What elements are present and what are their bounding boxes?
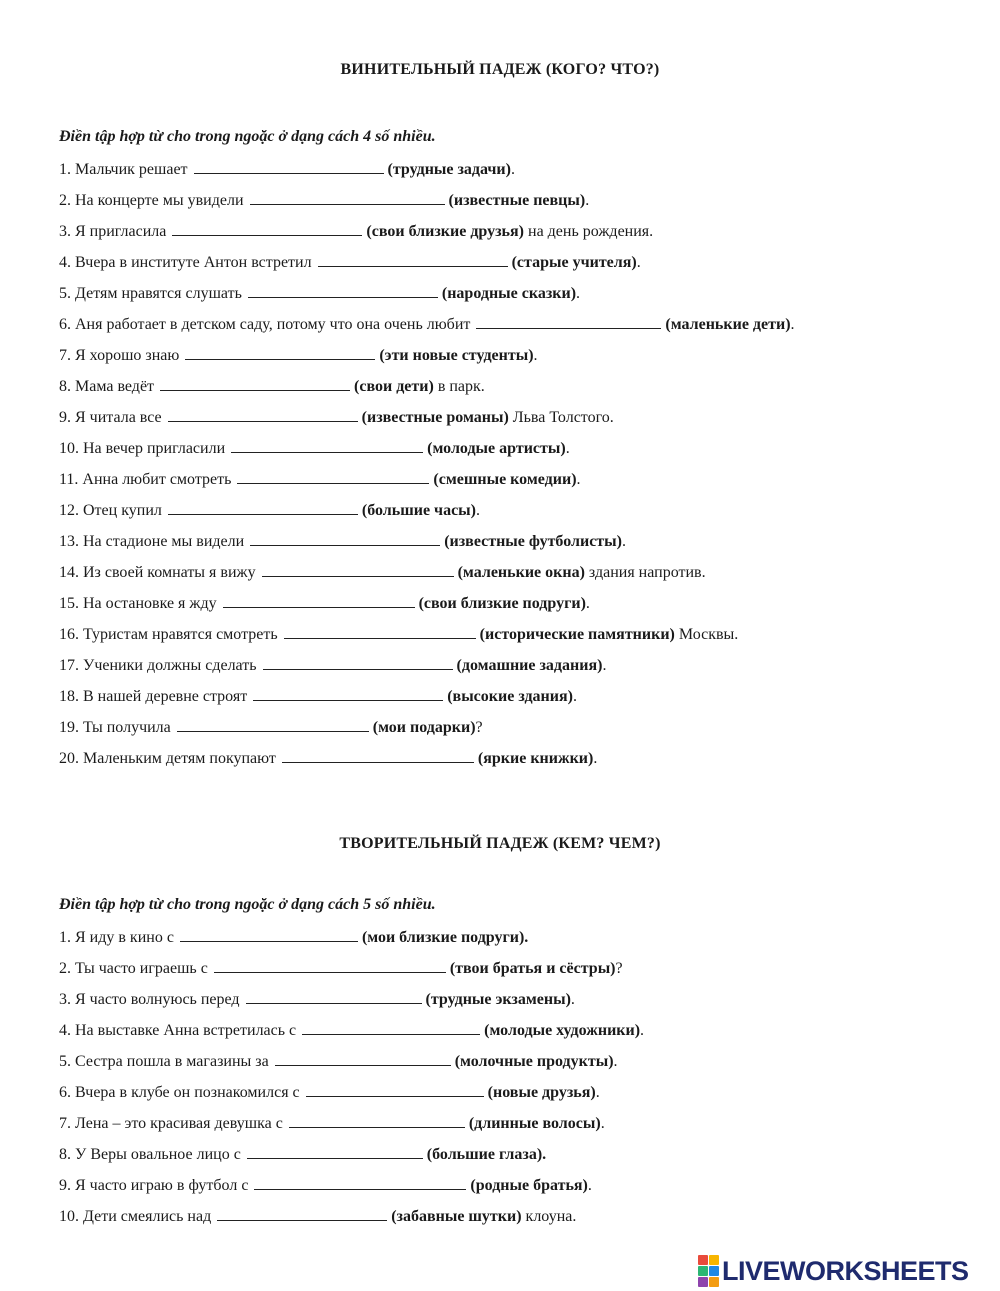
acc-item-5 (59, 278, 1000, 309)
accusative-section (0, 58, 1000, 774)
hint-phrase: (молодые художники) (484, 1022, 641, 1039)
answer-blank[interactable] (302, 1018, 480, 1035)
answer-blank[interactable] (306, 1080, 484, 1097)
item-tail: . (602, 657, 607, 674)
item-text: 8. Мама ведёт (59, 378, 155, 395)
hint-phrase: (новые друзья) (487, 1084, 596, 1101)
ins-item-2 (59, 953, 1000, 984)
item-text: 10. На вечер пригласили (59, 440, 226, 457)
item-tail: в парк. (433, 378, 485, 395)
item-tail: . (636, 254, 641, 271)
item-text: 9. Я читала все (59, 409, 162, 426)
instruction-accusative: Điền tập hợp từ cho trong ngoặc ở dạng cách 4 số nhiều. (59, 128, 436, 145)
logo-block (709, 1255, 719, 1265)
exercise-list-instrumental (59, 922, 1000, 1232)
ins-item-9 (59, 1170, 1000, 1201)
item-text: 7. Я хорошо знаю (59, 347, 180, 364)
item-tail: на день рождения. (524, 223, 654, 240)
item-text: 3. Я часто волнуюсь перед (59, 991, 240, 1008)
answer-blank[interactable] (247, 1142, 423, 1159)
answer-blank[interactable] (246, 987, 422, 1004)
item-text: 7. Лена – это красивая девушка с (59, 1115, 283, 1132)
hint-phrase: (свои дети) (354, 378, 434, 395)
item-tail: . (621, 533, 626, 550)
hint-phrase: (народные сказки) (441, 285, 577, 302)
logo-blocks-icon (698, 1255, 719, 1287)
acc-item-10 (59, 433, 1000, 464)
answer-blank[interactable] (194, 157, 384, 174)
item-tail: . (585, 192, 590, 209)
item-text: 19. Ты получила (59, 719, 171, 736)
item-text: 5. Сестра пошла в магазины за (59, 1053, 269, 1070)
answer-blank[interactable] (214, 956, 446, 973)
item-tail: . (572, 688, 577, 705)
hint-phrase: (известные романы) (361, 409, 509, 426)
hint-phrase: (известные певцы) (448, 192, 586, 209)
acc-item-12 (59, 495, 1000, 526)
answer-blank[interactable] (254, 1173, 466, 1190)
hint-phrase: (домашние задания) (456, 657, 603, 674)
item-tail: Москвы. (674, 626, 739, 643)
logo-text: LIVEWORKSHEETS (722, 1255, 969, 1286)
answer-blank[interactable] (168, 405, 358, 422)
ins-item-6 (59, 1077, 1000, 1108)
answer-blank[interactable] (284, 622, 476, 639)
hint-phrase: (твои братья и сёстры) (449, 960, 616, 977)
item-tail: . (595, 1084, 600, 1101)
item-text: 9. Я часто играю в футбол с (59, 1177, 249, 1194)
hint-phrase: (молодые артисты) (427, 440, 566, 457)
logo-block (698, 1277, 708, 1287)
hint-phrase: (смешные комедии) (433, 471, 577, 488)
item-tail: . (593, 750, 598, 767)
item-text: 2. Ты часто играешь с (59, 960, 208, 977)
answer-blank[interactable] (253, 684, 443, 701)
item-tail: . (587, 1177, 592, 1194)
answer-blank[interactable] (318, 250, 508, 267)
answer-blank[interactable] (263, 653, 453, 670)
hint-phrase: (трудные экзамены) (425, 991, 571, 1008)
hint-phrase: (исторические памятники) (479, 626, 675, 643)
ins-item-5 (59, 1046, 1000, 1077)
hint-phrase: (мои подарки) (372, 719, 476, 736)
answer-blank[interactable] (250, 529, 440, 546)
answer-blank[interactable] (223, 591, 415, 608)
acc-item-1 (59, 154, 1000, 185)
item-text: 18. В нашей деревне строят (59, 688, 248, 705)
acc-item-7 (59, 340, 1000, 371)
acc-item-11 (59, 464, 1000, 495)
answer-blank[interactable] (160, 374, 350, 391)
item-text: 14. Из своей комнаты я вижу (59, 564, 256, 581)
item-tail: . (600, 1115, 605, 1132)
item-text: 2. На концерте мы увидели (59, 192, 244, 209)
acc-item-8 (59, 371, 1000, 402)
item-tail: . (576, 471, 581, 488)
item-text: 8. У Веры овальное лицо с (59, 1146, 241, 1163)
item-tail: . (585, 595, 590, 612)
section-title-instrumental: ТВОРИТЕЛЬНЫЙ ПАДЕЖ (КЕМ? ЧЕМ?) (339, 835, 661, 852)
answer-blank[interactable] (250, 188, 445, 205)
acc-item-13 (59, 526, 1000, 557)
answer-blank[interactable] (282, 746, 474, 763)
item-tail: . (790, 316, 795, 333)
hint-phrase: (молочные продукты) (454, 1053, 614, 1070)
item-tail: . (510, 161, 515, 178)
hint-phrase: (маленькие дети) (665, 316, 791, 333)
item-text: 1. Я иду в кино с (59, 929, 174, 946)
answer-blank[interactable] (185, 343, 375, 360)
item-tail: Льва Толстого. (508, 409, 614, 426)
item-text: 3. Я пригласила (59, 223, 167, 240)
item-text: 11. Анна любит смотреть (59, 471, 232, 488)
hint-phrase: (известные футболисты) (444, 533, 622, 550)
hint-phrase: (мои близкие подруги). (361, 929, 529, 946)
ins-item-1 (59, 922, 1000, 953)
item-text: 6. Вчера в клубе он познакомился с (59, 1084, 300, 1101)
item-tail: ? (615, 960, 623, 977)
hint-phrase: (эти новые студенты) (379, 347, 534, 364)
hint-phrase: (родные братья) (470, 1177, 588, 1194)
hint-phrase: (забавные шутки) (391, 1208, 522, 1225)
item-tail: ? (475, 719, 483, 736)
item-text: 15. На остановке я жду (59, 595, 217, 612)
acc-item-15 (59, 588, 1000, 619)
acc-item-14 (59, 557, 1000, 588)
answer-blank[interactable] (168, 498, 358, 515)
hint-phrase: (свои близкие друзья) (366, 223, 524, 240)
answer-blank[interactable] (177, 715, 369, 732)
item-text: 17. Ученики должны сделать (59, 657, 257, 674)
answer-blank[interactable] (262, 560, 454, 577)
answer-blank[interactable] (275, 1049, 451, 1066)
logo-block (698, 1255, 708, 1265)
item-tail: здания напротив. (584, 564, 706, 581)
acc-item-16 (59, 619, 1000, 650)
acc-item-20 (59, 743, 1000, 774)
answer-blank[interactable] (237, 467, 429, 484)
acc-item-2 (59, 185, 1000, 216)
answer-blank[interactable] (180, 925, 358, 942)
ins-item-4 (59, 1015, 1000, 1046)
acc-item-6 (59, 309, 1000, 340)
ins-item-10 (59, 1201, 1000, 1232)
hint-phrase: (длинные волосы) (468, 1115, 601, 1132)
item-text: 16. Туристам нравятся смотреть (59, 626, 278, 643)
item-tail: . (476, 502, 480, 519)
item-tail: . (570, 991, 575, 1008)
answer-blank[interactable] (476, 312, 661, 329)
item-text: 4. На выставке Анна встретилась с (59, 1022, 297, 1039)
item-tail: клоуна. (521, 1208, 577, 1225)
item-tail: . (640, 1022, 645, 1039)
acc-item-9 (59, 402, 1000, 433)
hint-phrase: (высокие здания) (447, 688, 573, 705)
item-text: 10. Дети смеялись над (59, 1208, 212, 1225)
liveworksheets-logo (698, 1256, 969, 1286)
acc-item-4 (59, 247, 1000, 278)
item-text: 12. Отец купил (59, 502, 162, 519)
hint-phrase: (большие часы) (361, 502, 476, 519)
answer-blank[interactable] (289, 1111, 465, 1128)
ins-item-7 (59, 1108, 1000, 1139)
hint-phrase: (свои близкие подруги) (418, 595, 586, 612)
item-tail: . (533, 347, 538, 364)
logo-block (709, 1266, 719, 1276)
item-tail: . (576, 285, 581, 302)
instruction-instrumental: Điền tập hợp từ cho trong ngoặc ở dạng cách 5 số nhiều. (59, 896, 436, 913)
ins-item-8 (59, 1139, 1000, 1170)
item-tail: . (565, 440, 570, 457)
item-text: 13. На стадионе мы видели (59, 533, 245, 550)
hint-phrase: (старые учителя) (511, 254, 637, 271)
logo-block (698, 1266, 708, 1276)
item-text: 6. Аня работает в детском саду, потому что она очень любит (59, 316, 471, 333)
acc-item-19 (59, 712, 1000, 743)
hint-phrase: (маленькие окна) (457, 564, 585, 581)
item-tail: . (613, 1053, 618, 1070)
acc-item-3 (59, 216, 1000, 247)
answer-blank[interactable] (231, 436, 423, 453)
item-text: 20. Маленьким детям покупают (59, 750, 276, 767)
exercise-list-accusative (59, 154, 1000, 774)
answer-blank[interactable] (217, 1204, 387, 1221)
hint-phrase: (яркие книжки) (477, 750, 594, 767)
section-title-accusative: ВИНИТЕЛЬНЫЙ ПАДЕЖ (КОГО? ЧТО?) (340, 61, 660, 78)
acc-item-17 (59, 650, 1000, 681)
instrumental-section (0, 832, 1000, 1232)
hint-phrase: (большие глаза). (426, 1146, 547, 1163)
item-text: 4. Вчера в институте Антон встретил (59, 254, 312, 271)
logo-block (709, 1277, 719, 1287)
acc-item-18 (59, 681, 1000, 712)
item-text: 1. Мальчик решает (59, 161, 188, 178)
item-text: 5. Детям нравятся слушать (59, 285, 242, 302)
hint-phrase: (трудные задачи) (387, 161, 511, 178)
answer-blank[interactable] (248, 281, 438, 298)
answer-blank[interactable] (172, 219, 362, 236)
ins-item-3 (59, 984, 1000, 1015)
